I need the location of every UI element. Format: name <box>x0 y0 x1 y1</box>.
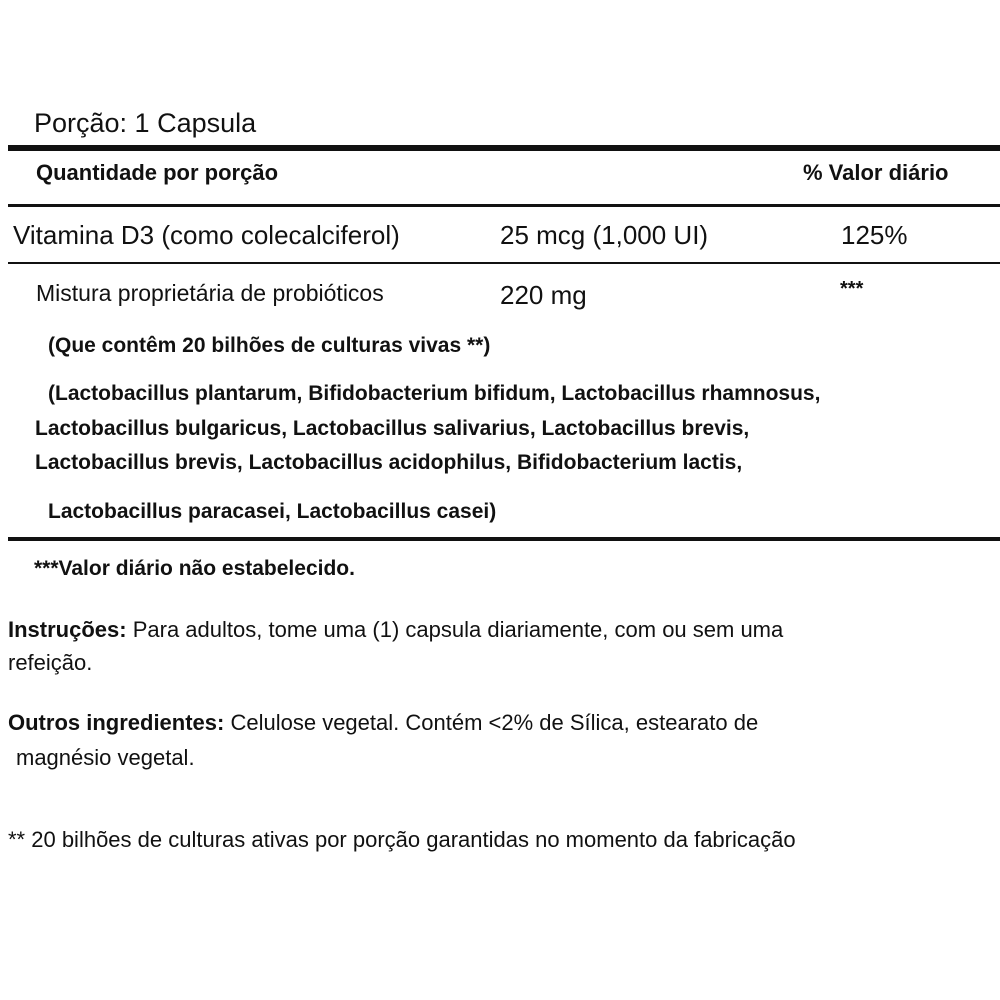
other-ingredients-text: Celulose vegetal. Contém <2% de Sílica, estearato de <box>230 710 759 735</box>
nutrient-amount-vitamin-d3: 25 mcg (1,000 UI) <box>500 220 709 250</box>
nutrient-name-probiotic-blend: Mistura proprietária de probióticos <box>36 280 384 306</box>
nutrient-dv-vitamin-d3: 125% <box>841 220 908 250</box>
daily-value-footnote: ***Valor diário não estabelecido. <box>34 557 355 580</box>
row-divider <box>8 262 1000 264</box>
header-bottom-rule <box>8 204 1000 207</box>
nutrient-amount-probiotic-blend: 220 mg <box>500 280 587 310</box>
serving-size: Porção: 1 Capsula <box>34 108 257 138</box>
instructions-line-2: refeição. <box>8 650 93 675</box>
nutrient-name-vitamin-d3: Vitamina D3 (como colecalciferol) <box>13 220 400 250</box>
daily-value-header: % Valor diário <box>803 160 949 185</box>
header-top-rule <box>8 145 1000 151</box>
other-ingredients-label: Outros ingredientes: <box>8 710 225 735</box>
strain-line-1: (Lactobacillus plantarum, Bifidobacterium bifidum, Lactobacillus rhamnosus, <box>48 382 821 405</box>
instructions-line-1 <box>8 617 783 643</box>
table-bottom-rule <box>8 537 1000 541</box>
instructions-label: Instruções: <box>8 617 127 642</box>
other-ingredients-line-1 <box>8 710 758 736</box>
strain-line-3: Lactobacillus brevis, Lactobacillus acidophilus, Bifidobacterium lactis, <box>35 451 743 474</box>
strain-line-2: Lactobacillus bulgaricus, Lactobacillus salivarius, Lactobacillus brevis, <box>35 417 750 440</box>
culture-guarantee-footnote: ** 20 bilhões de culturas ativas por porção garantidas no momento da fabricação <box>8 827 796 852</box>
nutrient-dv-probiotic-blend: *** <box>840 278 864 300</box>
amount-per-serving-header: Quantidade por porção <box>36 160 279 185</box>
strain-line-4: Lactobacillus paracasei, Lactobacillus casei) <box>48 500 497 523</box>
other-ingredients-line-2: magnésio vegetal. <box>16 745 195 770</box>
probiotic-culture-note: (Que contêm 20 bilhões de culturas vivas **) <box>48 334 491 357</box>
instructions-text: Para adultos, tome uma (1) capsula diariamente, com ou sem uma <box>132 617 784 642</box>
